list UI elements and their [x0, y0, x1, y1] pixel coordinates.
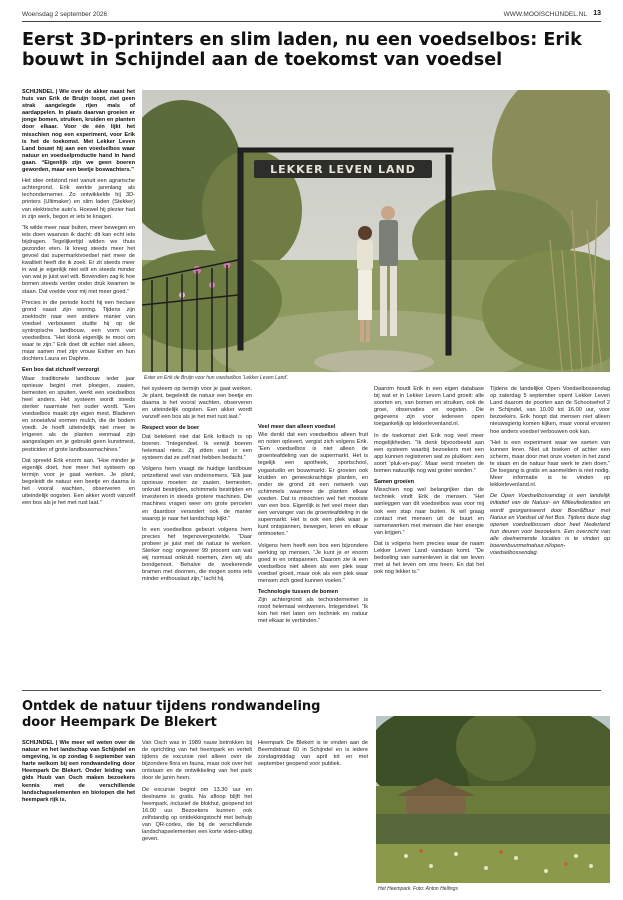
article2-paragraph: Heempark De Blekert is te vinden aan de Beemdstraat 60 in Schijndel en is iedere zondagmiddag van april tot en met september geopend voor publiek. [258, 740, 368, 768]
subheading: Veel meer dan alleen voedsel [258, 424, 336, 430]
photo1-caption: Ester en Erik de Bruijn voor hun voedselbos 'Lekker Leven Land'. [144, 375, 289, 381]
photo2-caption: Het Heempark. Foto: Anton Hellings [378, 886, 458, 892]
article2-column-1 [22, 740, 135, 808]
article1-paragraph: “Het is een experiment waar we samen van kunnen leren. Niet uit boeken of achter een scherm, maar door met onze voeten in het zand te staan en de natuur haar werk te zien doen.” De toegang is gratis en aanmelden is niet nodig. Meer informatie is te vinden op lekkerlevenland.nl. [490, 439, 610, 489]
photo-voedselbos-illustration [142, 90, 610, 372]
article2-paragraph: De excursie begint om 13.30 uur en deelname is gratis. Na afloop blijft het heempark, inclusief de blokhut, geopend tot 16.00 uur. Bezoekers kunnen ook zelfstandig op ontdekkingstocht met behulp van QR-codes, die bij de verschillende landschapselementen een korte video-uitleg geven. [142, 786, 252, 843]
page-number: 13 [593, 10, 601, 17]
article2-column-3 [258, 740, 368, 772]
site-url[interactable]: WWW.MOOISCHIJNDEL.NL [503, 11, 587, 18]
article1-dateline: SCHIJNDEL [22, 89, 54, 95]
article1-paragraph: Precies in die periode kocht hij een hectare grond naast zijn woning. Tijdens zijn zoektocht naar een andere manier van voedsel verbouwen stuitte hij op de syntropische landbouw, een vorm van voedselbos. “Het klonk eigenlijk te mooi om waar te zijn.” Erik doet dit echter niet alleen, maar samen met zijn vrouw Esther en hun dochters Laura en Daphne. [22, 299, 135, 363]
article1-headline: Eerst 3D-printers en slim laden, nu een voedselbos: Erik bouwt in Schijndel aan de toekomst van voedsel [22, 30, 582, 70]
article1-paragraph: Dat betekent niet dat Erik kritisch is op boeren. “Integendeel. Ik verwijt boeren helemaal niets. Zij zitten vast in een systeem dat ze zelf niet hebben bedacht.” [142, 433, 252, 461]
photo-voedselbos [142, 90, 610, 372]
article2-dateline: SCHIJNDEL [22, 740, 54, 746]
article2-column-2 [142, 740, 252, 847]
article2-paragraph: Van Osch was in 1989 nauw betrokken bij de oprichting van het heempark en vertelt tijdens de excursie niet alleen over de bijzondere flora en fauna, maar ook over het ontstaan en de ontwikkeling van het park door de jaren heen. [142, 740, 252, 782]
article1-paragraph: Volgens hem vraagt de huidige landbouw ontzettend veel van ondernemers. “Elk jaar opnieuw moeten ze zaaien, bemesten, onkruid bestrijden, schimmels bestrijden en investeren in steeds grotere machines. Die machines vragen weer om grote percelen en daardoor verandert ook de manier waarop je naar het landschap kijkt.” [142, 465, 252, 522]
article1-paragraph: “Ik wilde meer naar buiten, meer bewegen en iets doen waarvan ik dacht: dit kan echt iets bijdragen. Tegelijkertijd wilden we thuis gezonder eten. Ik kreeg steeds meer het gevoel dat supermarktvoedsel niet meer de kwaliteit heeft die ik zoek. Er zit steeds meer in wat je eigenlijk niet wilt en steeds minder van wat je juist wel wilt. Bovendien zag ik hoe bomen steeds verder onder druk kwamen te staan. Dat voelde voor mij niet meer goed.” [22, 224, 135, 295]
photo-heempark-illustration [376, 716, 610, 883]
article1-column-3 [258, 386, 368, 630]
subheading: Een bos dat zichzelf verzorgt [22, 367, 100, 374]
article1-paragraph: Daarom houdt Erik in een eigen database bij wat er in Lekker Leven Land groeit: alle soorten en, van bomen en struiken, ook de groei, observaties en oogsten. Die gegevens zijn voor iedereen open toegankelijk op lekkerlevenland.nl. [374, 386, 484, 428]
article1-paragraph: Misschien nog wel belangrijker dan de techniek vindt Erik de mensen. “Het aanleggen van dit voedselbos was voor mij ook een stap naar buiten. Ik wil graag contact met mensen uit de buurt en samenwerken met mensen die hier energie van krijgen.” [374, 487, 484, 536]
section-divider [22, 690, 601, 691]
article1-paragraph: Zijn achtergrond als techondernemer is nooit helemaal verdwenen. Integendeel. “Ik kon het niet laten om techniek en natuur met elkaar te verbinden.” [258, 597, 368, 625]
article1-paragraph: Het idee ontstond niet vanuit een agrarische achtergrond. Erik werkte jarenlang als techondernemer. Zo ontwikkelde hij 3D-printers (Ultimaker) en slim laden (Stekker) van elektrische auto's. Hoewel hij plezier had in zijn werk, begon er iets te knagen. [22, 178, 135, 220]
subheading: Samen groeien [374, 479, 415, 486]
article1-column-1 [22, 89, 135, 511]
issue-date: Woensdag 2 september 2026 [22, 11, 108, 18]
article1-paragraph: Dat spreekt Erik enorm aan. “Hoe minder je eigenlijk doet, hoe meer het systeem op termijn voor je gaat werken. Je plant, begeleidt de natuur een beetje en daarna is het vooral wachten, observeren en uiteindelijk oogsten. Een akker wordt vanzelf een bos als je het met rust laat.” [22, 457, 135, 507]
article1-intro: SCHIJNDEL | Wie over de akker naast het huis van Erik de Bruijn loopt, ziet geen strak aangelegde rijen maïs of aardappelen. In plaats daarvan groeien er jonge bomen, struiken, kruiden en planten door elkaar. Voor de één lijkt het misschien nog een experiment, voor Erik is het de toekomst. Met Lekker Leven Land bouwt hij aan een voedselbos waar natuur en voedselproductie hand in hand gaan. “Eigenlijk zijn we geen boeren geworden, maar een beetje boswachters.” [22, 89, 135, 174]
header-rule [22, 21, 601, 22]
article1-paragraph: Waar traditionele landbouw ieder jaar opnieuw begint met ploegen, zaaien, bemesten en spuiten, werkt een voedselbos heel anders. Het systeem wordt steeds sterker naarmate het ouder wordt. “Een voedselbos maakt zijn eigen mest. Bladeren en snoeiafval vormen mulch, die de bodem voedt. Je hoeft uiteindelijk niet meer te irrigeren als de planten eenmaal zijn aangeslagen en je gebruikt geen kunstmest, pesticiden of grote landbouwmachines.” [22, 375, 135, 453]
article1-paragraph: In de toekomst ziet Erik nog veel meer mogelijkheden. “Ik denk bijvoorbeeld aan een systeem waarbij bezoekers met een app kunnen registreren wat ze plukken: een soort ‘pluk-en-pay’. Maar eerst moeten de bomen natuurlijk nog wat groter worden.” [374, 432, 484, 475]
article1-paragraph: Volgens hem heeft een bos een bijzondere werking op mensen. “Je kunt je er enorm goed in en ontspannen. Daarom zie ik een voedselbos niet alleen als een plek waar voedsel groeit, maar ook als een plek waar mensen zich goed kunnen voelen.” [258, 542, 368, 584]
gate-sign-text: LEKKER LEVEN LAND [270, 163, 416, 176]
article1-paragraph: Wie denkt dat een voedselbos alleen fruit en noten oplevert, vergist zich volgens Erik. “Een voedselbos is niet alleen de groenteafdeling van de supermarkt. Het is tegelijk een apotheek, sportschool, yogastudio en bouwmarkt. Er groeien ook kruiden en geneeskrachtige planten, en onder de grond zit een netwerk van schimmels waarmee de planten elkaar voeden. Dat is misschien wel het mooiste van een bos. Eigenlijk is het veel meer dan een vervanger van de groenteafdeling in de supermarkt. Het is ook een plek waar je kunt ontspannen, bewegen, leren en elkaar ontmoeten.” [258, 432, 368, 538]
article1-column-4 [374, 386, 484, 580]
article1-column-5 [490, 386, 610, 561]
article1-info-box: De Open Voedselbossendag is een landelijk initiatief van de Natuur- en Milieufederaties en wordt georganiseerd door Boer&Buur met Natuur en Voedsel uit het Bos. Tijdens deze dag openen voedselbossen door heel Nederland hun deuren voor bezoekers. Een overzicht van alle deelnemende locaties is te vinden op boerenbuurmetnatuur.nl/open-voedselbossendag. [490, 493, 610, 557]
article1-paragraph: In een voedselbos gebeurt volgens hem precies het tegenovergestelde. “Daar probeer je juist met de natuur te werken. Sterker nog: ongeveer 99 procent van wat wij normaal onkruid noemen, zien wij als bondgenoot. Behalve de woekerende bramen met doornen, die mogen soms iets minder enthousiast zijn,” lacht hij. [142, 526, 252, 583]
article1-paragraph: Dat is volgens hem precies waar de naam Lekker Leven Land vandaan komt. “De bedoeling van samenleven is dat we leven met al het leven om ons heen. En dat het ook nog lekker is.” [374, 540, 484, 576]
photo-heempark [376, 716, 610, 883]
article2-headline: Ontdek de natuur tijdens rondwandeling door Heempark De Blekert [22, 699, 321, 730]
subheading: Respect voor de boer [142, 425, 200, 432]
article1-paragraph: het systeem op termijn voor je gaat werken. Je plant, begeleidt de natuur een beetje en daarna is het vooral wachten, observeren en uiteindelijk oogsten. Een akker wordt vanzelf een bos als je het met rust laat.” [142, 386, 252, 421]
subheading: Technologie tussen de bomen [258, 589, 339, 596]
article2-intro: SCHIJNDEL | Wie meer wil weten over de natuur en het landschap van Schijndel en omgeving, is op zondag 6 september van harte welkom bij een rondwandeling door Heempark De Blekert. Onder leiding van gids Huub van Osch maken bezoekers kennis met de verschillende landschapselementen en biotopen die het heempark rijk is. [22, 740, 135, 803]
article1-paragraph: Tijdens de landelijke Open Voedselbossendag op zaterdag 5 september opent Lekker Leven Land daarom de poorten aan de Schootsehof 2 in Schijndel, van 10.00 tot 16.00 uur, voor bezoekers. Erik hoopt dat mensen niet alleen nieuwsgierig komen kijken, maar vooral ervaren hoe anders voedsel verbouwen ook kan. [490, 386, 610, 435]
article1-column-2 [142, 386, 252, 587]
